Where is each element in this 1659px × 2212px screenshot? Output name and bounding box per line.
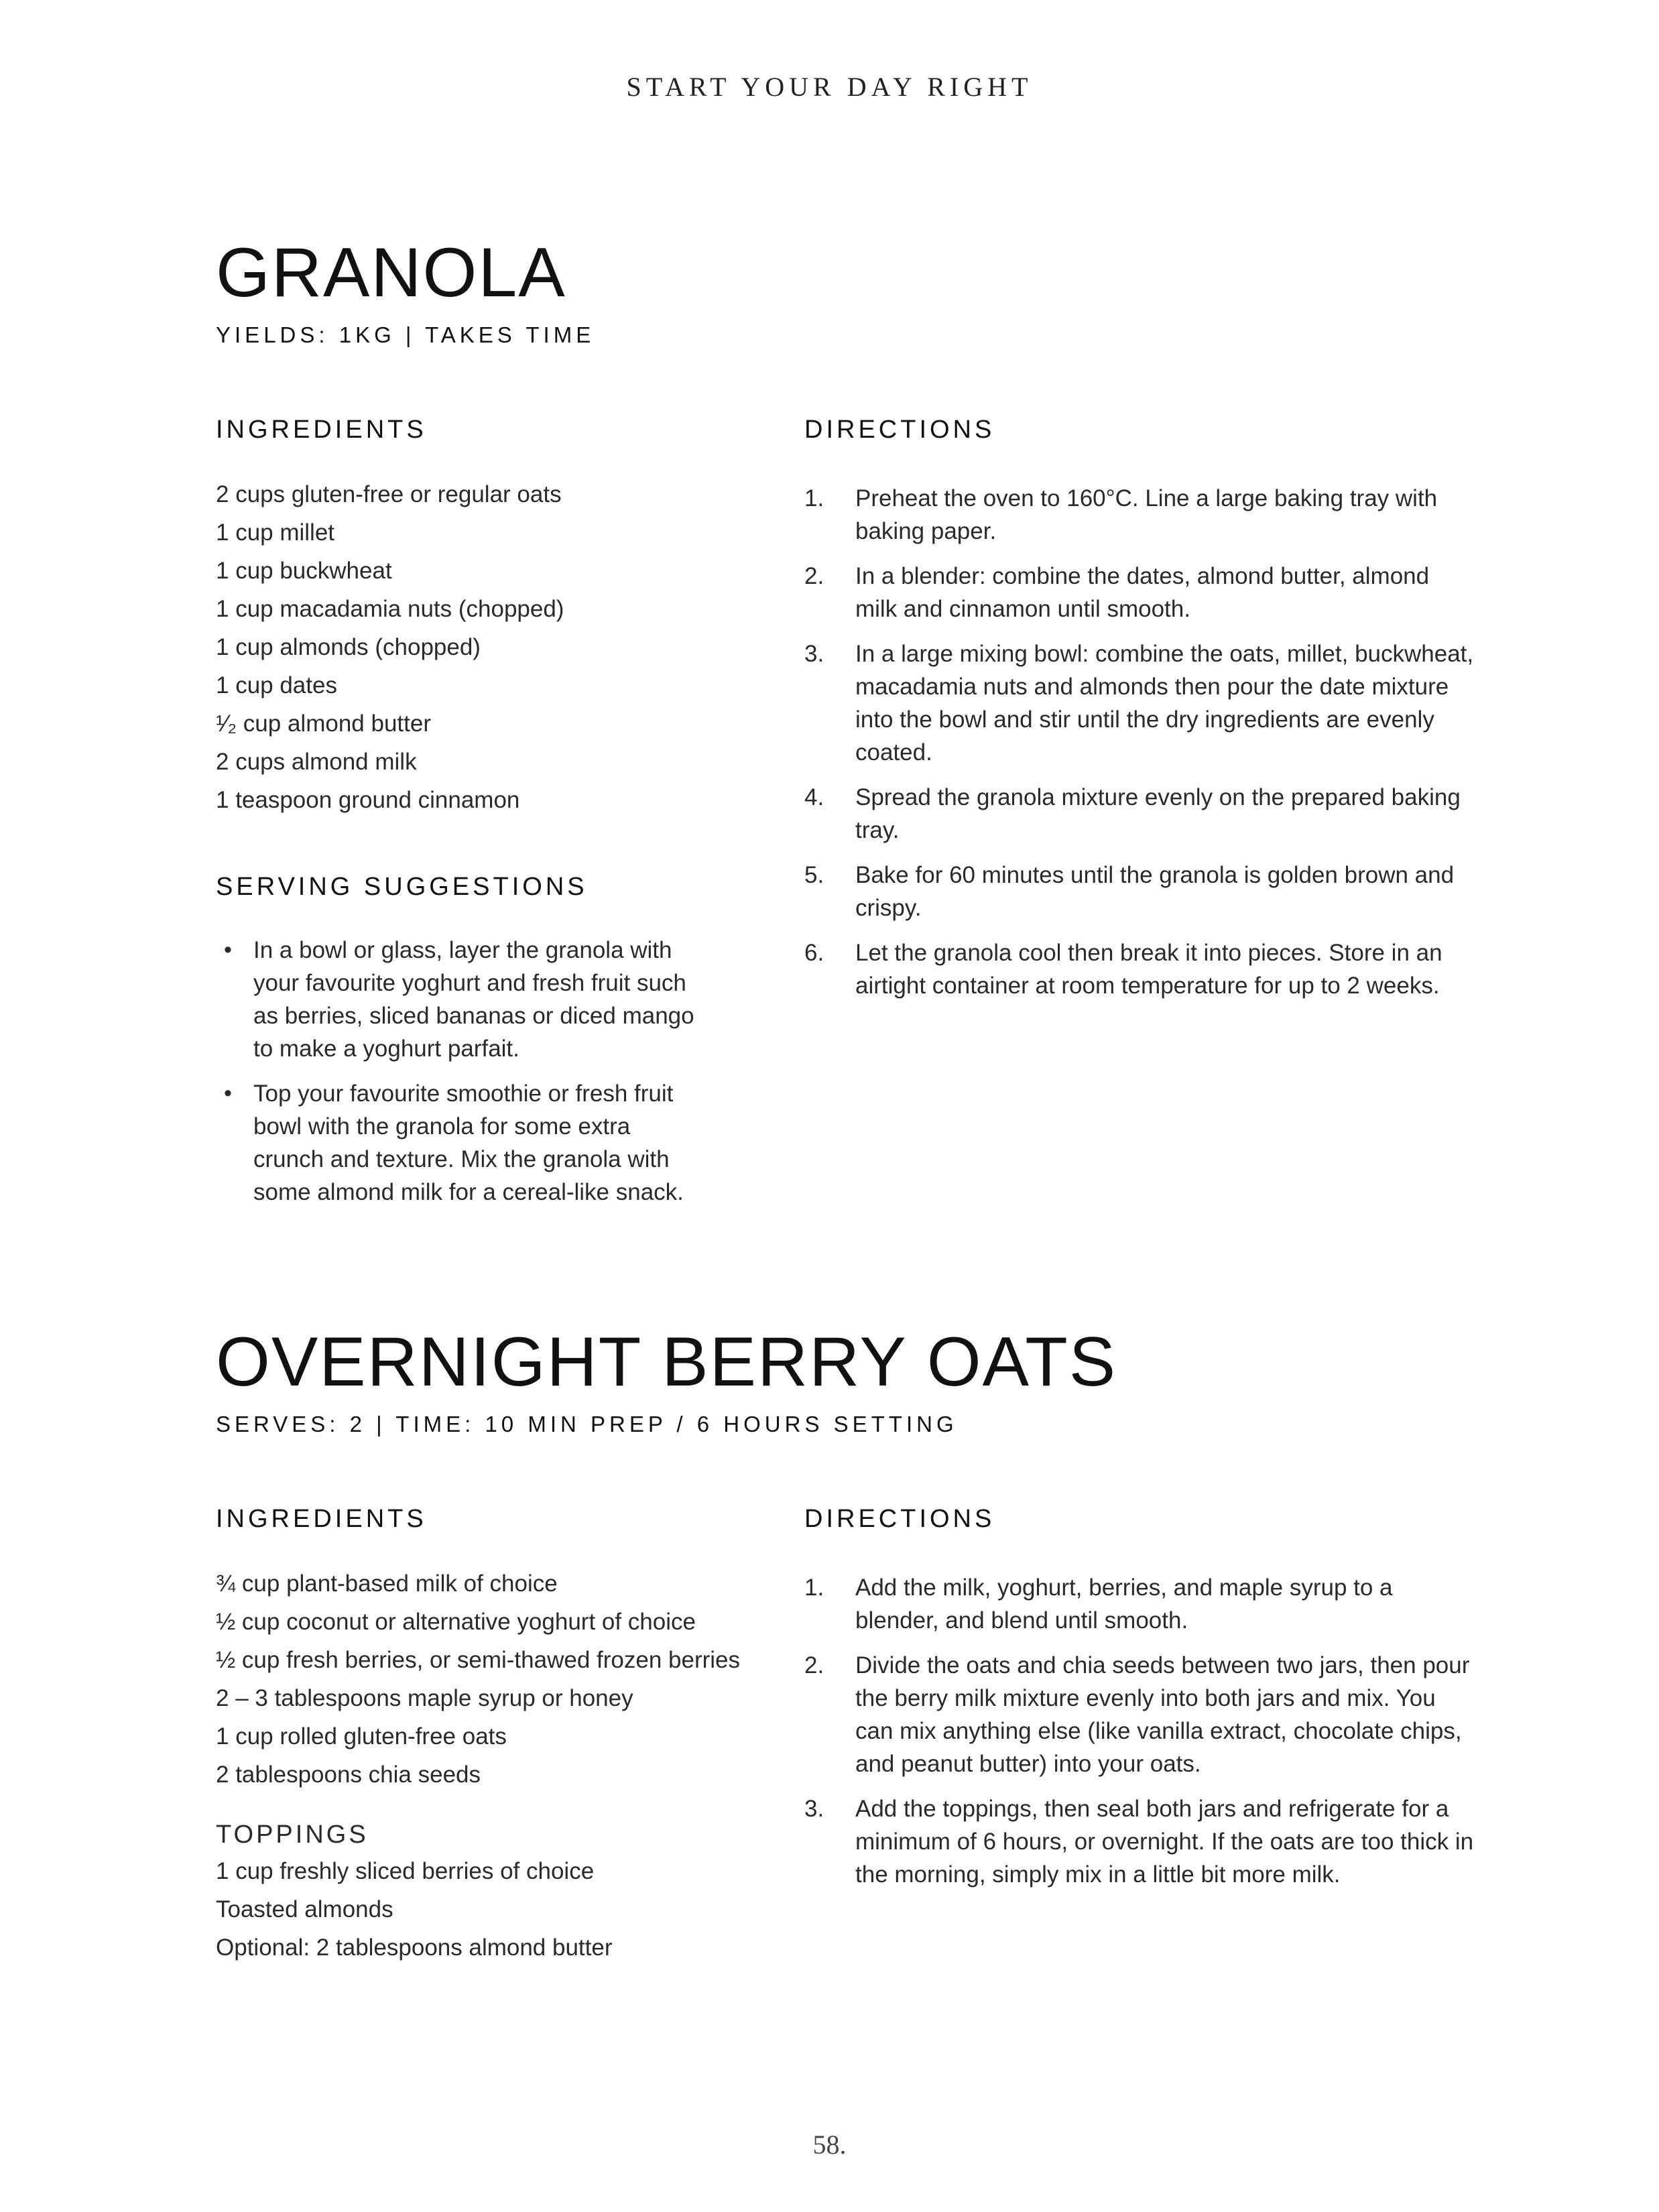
step-text: Add the toppings, then seal both jars and refrigerate for a minimum of 6 hours, or overnight. If the oats are too thick in the morning, simply mix in a little bit more milk. [855,1796,1474,1888]
ingredient-item: 1 cup rolled gluten-free oats [216,1723,507,1749]
granola-recipe-header [216,234,1456,348]
ingredient-item: 2 tablespoons chia seeds [216,1762,481,1788]
step-number: 2. [804,563,824,589]
ingredient-item: 1 cup almonds (chopped) [216,634,481,660]
direction-step [804,936,1475,1002]
toppings-heading: TOPPINGS [216,1821,369,1849]
oats-left-column [216,1505,765,1967]
direction-step [804,859,1475,924]
recipe-meta: YIELDS: 1KG | TAKES TIME [216,322,595,347]
step-number: 6. [804,940,824,966]
direction-step [804,560,1475,625]
step-number: 3. [804,641,824,667]
ingredient-item: ½ cup coconut or alternative yoghurt of choice [216,1609,696,1635]
page-number: 58. [812,2130,847,2160]
serving-suggestion-item: • Top your favourite smoothie or fresh fruit bowl with the granola for some extra crunch and texture. Mix the granola with some almond milk for a cereal-like snack. [216,1077,698,1209]
ingredient-item: 2 cups gluten-free or regular oats [216,481,562,507]
ingredient-item: ¹⁄₂ cup almond butter [216,711,431,737]
direction-step [804,637,1475,769]
running-head: START YOUR DAY RIGHT [626,72,1033,102]
step-text: Bake for 60 minutes until the granola is golden brown and crispy. [855,862,1455,921]
step-number: 3. [804,1796,824,1822]
ingredient-item: 1 cup dates [216,672,337,698]
serving-suggestion-item: • In a bowl or glass, layer the granola with your favourite yoghurt and fresh fruit such as berries, sliced bananas or diced mango to make a yoghurt parfait. [216,934,698,1065]
directions-list [804,482,1475,1002]
step-number: 2. [804,1652,824,1678]
step-text: In a blender: combine the dates, almond butter, almond milk and cinnamon until smooth. [855,563,1430,622]
directions-list [804,1571,1475,1891]
serving-suggestions-list [216,934,698,1209]
recipe-title: GRANOLA [216,234,566,312]
step-number: 4. [804,784,824,810]
ingredient-item: ¾ cup plant-based milk of choice [216,1571,558,1597]
step-number: 5. [804,862,824,888]
direction-step [804,781,1475,847]
oats-recipe-body [216,1505,1474,2041]
ingredient-item: 1 cup millet [216,519,335,546]
recipe-meta: SERVES: 2 | TIME: 10 MIN PREP / 6 HOURS SETTING [216,1412,958,1436]
ingredient-item: ½ cup fresh berries, or semi-thawed frozen berries [216,1647,740,1673]
direction-step [804,1571,1475,1637]
granola-recipe-body [216,416,1474,1253]
directions-heading: DIRECTIONS [804,416,995,444]
topping-item: 1 cup freshly sliced berries of choice [216,1858,595,1884]
granola-left-column [216,416,739,1221]
recipe-title: OVERNIGHT BERRY OATS [216,1323,1117,1401]
ingredient-item: 2 cups almond milk [216,749,417,775]
ingredients-heading: INGREDIENTS [216,1505,427,1533]
ingredient-item: 1 cup macadamia nuts (chopped) [216,596,564,622]
step-text: Divide the oats and chia seeds between two jars, then pour the berry milk mixture evenly into both jars and mix. You can mix anything else (like vanilla extract, chocolate chips, and peanut butter) into your oats. [855,1652,1470,1777]
ingredient-item: 2 – 3 tablespoons maple syrup or honey [216,1685,633,1711]
ingredients-list [216,1564,765,1794]
directions-heading: DIRECTIONS [804,1505,995,1533]
step-text: Let the granola cool then break it into pieces. Store in an airtight container at room temperature for up to 2 weeks. [855,940,1442,999]
topping-item: Optional: 2 tablespoons almond butter [216,1934,613,1961]
ingredient-item: 1 cup buckwheat [216,558,392,584]
direction-step [804,1792,1475,1891]
topping-item: Toasted almonds [216,1896,393,1922]
ingredients-heading: INGREDIENTS [216,416,427,444]
granola-right-column [804,416,1475,1014]
direction-step [804,482,1475,548]
step-text: Preheat the oven to 160°C. Line a large baking tray with baking paper. [855,485,1438,544]
serving-suggestions-heading: SERVING SUGGESTIONS [216,873,588,901]
oats-right-column [804,1505,1475,1903]
toppings-list [216,1852,765,1967]
step-text: In a large mixing bowl: combine the oats, millet, buckwheat, macadamia nuts and almonds then pour the date mixture into the bowl and stir until the dry ingredients are evenly coated. [855,641,1474,765]
ingredients-list [216,475,739,819]
step-text: Spread the granola mixture evenly on the prepared baking tray. [855,784,1461,843]
oats-recipe-header [216,1323,1456,1437]
step-number: 1. [804,1575,824,1601]
direction-step [804,1649,1475,1780]
step-text: Add the milk, yoghurt, berries, and maple syrup to a blender, and blend until smooth. [855,1575,1393,1634]
step-number: 1. [804,485,824,511]
ingredient-item: 1 teaspoon ground cinnamon [216,787,520,813]
